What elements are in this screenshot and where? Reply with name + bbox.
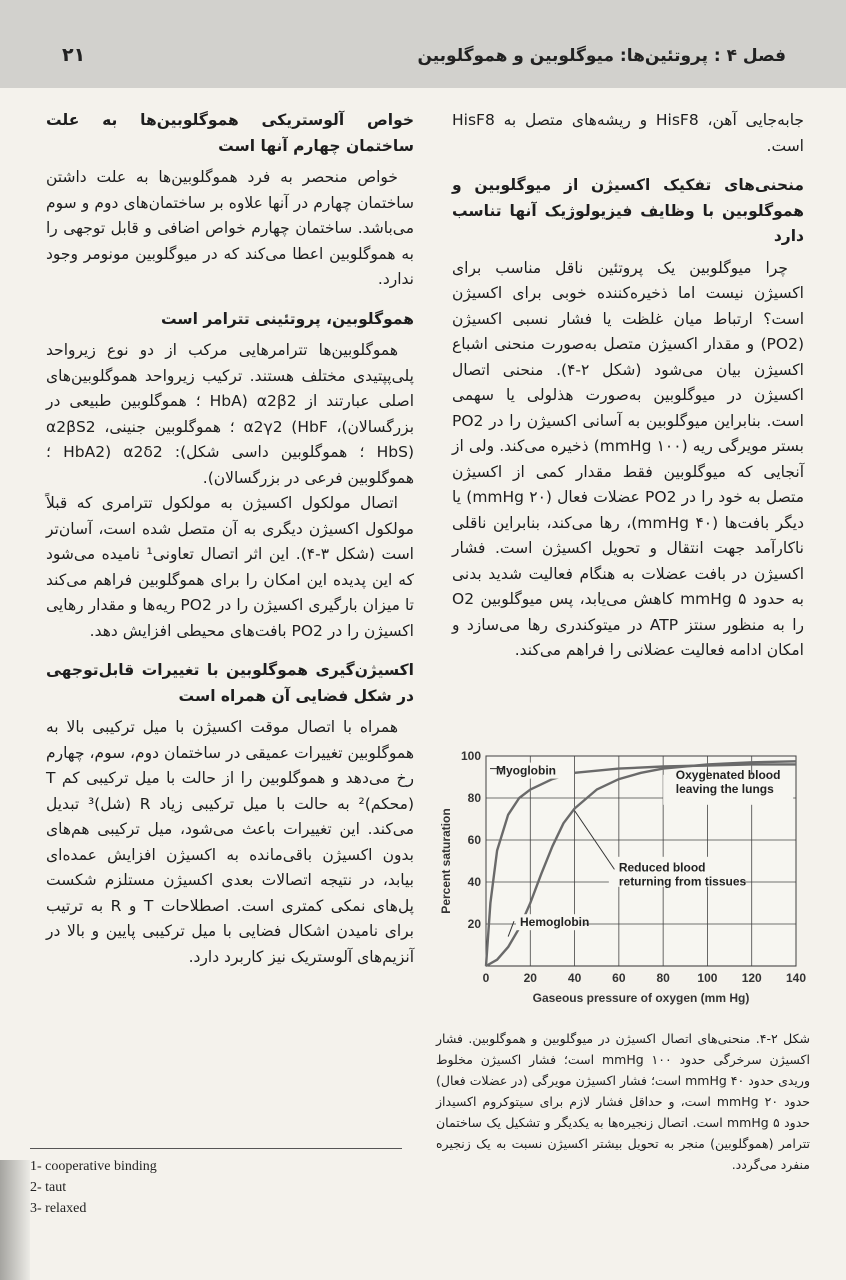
x-tick-label: 140 bbox=[785, 971, 807, 985]
footnote-3: 3- relaxed bbox=[30, 1201, 87, 1216]
footnotes bbox=[30, 1156, 157, 1219]
chapter-title: فصل ۴ : پروتئین‌ها: میوگلوبین و هموگلوبین bbox=[417, 46, 786, 66]
x-axis-label: Gaseous pressure of oxygen (mm Hg) bbox=[532, 991, 750, 1005]
section-body-conformation: همراه با اتصال موقت اکسیژن با میل ترکیبی بالا به هموگلوبین تغییرات عمیقی در ساختمان دوم، سوم، چهارم رخ می‌دهد و هموگلوبین را از حالت با میل ترکیبی کم T (محکم)² به حالت با میل ترکیبی زیاد R (شل)³ تبدیل می‌کند. این تغییرات باعث می‌شود، میل ترکیبی هم‌های بدون اکسیژن باقی‌مانده به اکسیژن افزایش عمده‌ای بیابد، در نتیجه اتصالات بعدی اکسیژن مستلزم شکست پل‌های نمکی کمتری است. اصطلاحات T و R به ترتیب برای نامیدن اشکال فضایی با میل ترکیبی پایین و بالا در آنزیم‌های آلوستریک نیز کاربرد دارد. bbox=[46, 718, 415, 966]
x-tick-label: 120 bbox=[741, 971, 762, 985]
chart-svg bbox=[436, 744, 816, 1016]
section-body-dissociation: چرا میوگلوبین یک پروتئین ناقل مناسب برای اکسیژن نیست اما ذخیره‌کننده خوبی برای اکسیژن است؟ ارتباط میان غلظت یا فشار نسبی اکسیژن (PO2) و مقدار اکسیژن متصل به‌صورت منحنی اشباع اکسیژن بیان می‌شود (شکل ۲-۴). منحنی اتصال اکسیژن در میوگلوبین به‌صورت هذلولی یا سهمی است. بنابراین میوگلوبین به آسانی اکسیژن را در PO2 بستر مویرگی ریه (۱۰۰ mmHg) ذخیره می‌کند. ولی از آنجایی که میوگلوبین فقط مقدار کمی از اکسیژن متصل به خود را در PO2 عضلات فعال (۲۰ mmHg) یا دیگر بافت‌ها (۴۰ mmHg)، رها می‌کند، بنابراین ناقلی ناکارآمد جهت انتقال و تحویل اکسیژن است. فشار اکسیژن در بافت عضلات به هنگام فعالیت شدید بدنی به حدود ۵ mmHg کاهش می‌یابد، پس میوگلوبین O2 را به منظور سنتز ATP در میتوکندری رها می‌سازد و امکان ادامه فعالیت عضلانی را فراهم می‌کند. bbox=[452, 258, 805, 659]
left-column bbox=[46, 108, 414, 970]
figure-caption: شکل ۲-۴. منحنی‌های اتصال اکسیژن در میوگلوبین و هموگلوبین. فشار اکسیژن سرخرگی حدود ۱۰۰ mmHg است؛ فشار اکسیژن مخلوط وریدی حدود ۴۰ mmHg است؛ فشار اکسیژن مویرگی (در عضلات فعال) حدود ۲۰ mmHg است، و حداقل فشار لازم برای سیتوکروم اکسیداز حدود ۵ mmHg است. اتصال زنجیره‌ها به یکدیگر و تشکیل یک ساختمان تترامر (هموگلوبین) منجر به تحویل بیشتر اکسیژن نسبت به یک زنجیره منفرد می‌گردد. bbox=[436, 1031, 810, 1172]
x-tick-label: 40 bbox=[567, 971, 582, 985]
section-title-allosteric: خواص آلوستریکی هموگلوبین‌ها به علت ساختمان چهارم آنها است bbox=[46, 111, 414, 155]
section-body-tetramer-1: هموگلوبین‌ها تترامرهایی مرکب از دو نوع زیرواحد پلی‌پپتیدی مختلف هستند. ترکیب زیرواحد هموگلوبین‌های اصلی عبارتند از α2β2 (HbA ؛ هموگلوبین طبیعی در بزرگسالان)، α2γ2 (HbF ؛ هموگلوبین جنینی، α2βS2 (HbS ؛ هموگلوبین داسی شکل): α2δ2 (HbA2 ؛ هموگلوبین فرعی در بزرگسالان). bbox=[46, 341, 415, 487]
section-title-tetramer: هموگلوبین، پروتئینی تترامر است bbox=[161, 309, 414, 328]
y-tick-label: 40 bbox=[467, 875, 481, 889]
y-tick-label: 80 bbox=[467, 791, 481, 805]
intro-line: جابه‌جایی آهن، HisF8 و ریشه‌های متصل به HisF8 است. bbox=[452, 111, 804, 155]
right-column bbox=[452, 108, 804, 664]
page-header bbox=[0, 0, 846, 88]
x-tick-label: 100 bbox=[697, 971, 718, 985]
oxygen-binding-chart bbox=[436, 744, 816, 1016]
section-body-allosteric: خواص منحصر به فرد هموگلوبین‌ها به علت داشتن ساختمان چهارم در آنها علاوه بر ساختمان‌های دوم و سوم می‌باشد. ساختمان چهارم خواص اضافی و قابل توجهی را به هموگلوبین اعطا می‌کند که در میوگلوبین مونومر وجود ندارد. bbox=[46, 168, 414, 288]
footnote-2: 2- taut bbox=[30, 1180, 67, 1195]
x-tick-label: 20 bbox=[523, 971, 537, 985]
annotation-oxygenated-2: leaving the lungs bbox=[675, 782, 774, 797]
series-label-myoglobin: Myoglobin bbox=[496, 763, 556, 778]
footnote-divider bbox=[30, 1148, 402, 1149]
page-number: ۲۱ bbox=[62, 44, 86, 66]
y-tick-label: 20 bbox=[467, 917, 481, 931]
section-title-dissociation: منحنی‌های تفکیک اکسیژن از میوگلوبین و هموگلوبین با وظایف فیزیولوژیک آنها تناسب دارد bbox=[452, 176, 804, 245]
annotation-oxygenated-1: Oxygenated blood bbox=[675, 768, 781, 783]
y-tick-label: 100 bbox=[460, 749, 481, 763]
x-tick-label: 0 bbox=[482, 971, 490, 985]
section-body-tetramer-2: اتصال مولکول اکسیژن به مولکول تترامری که قبلاً مولکول اکسیژن دیگری به آن متصل شده است، آسان‌تر است (شکل ۳-۴). این اثر اتصال تعاونی¹ نامیده می‌شود که این پدیده این امکان را برای هموگلوبین فراهم می‌کند تا میزان بارگیری اکسیژن را در PO2 ریه‌ها و مقدار رهایی اکسیژن را در PO2 بافت‌های محیطی افزایش دهد. bbox=[46, 494, 414, 640]
annotation-reduced-2: returning from tissues bbox=[618, 874, 747, 889]
section-title-conformation: اکسیژن‌گیری هموگلوبین با تغییرات قابل‌توجهی در شکل فضایی آن همراه است bbox=[46, 661, 414, 705]
x-tick-label: 60 bbox=[612, 971, 626, 985]
x-tick-label: 80 bbox=[656, 971, 670, 985]
footnote-1: 1- cooperative binding bbox=[30, 1159, 157, 1174]
annotation-reduced-1: Reduced blood bbox=[618, 860, 706, 875]
page-corner-shadow bbox=[0, 1160, 30, 1280]
series-label-hemoglobin: Hemoglobin bbox=[520, 915, 590, 930]
y-axis-label: Percent saturation bbox=[439, 808, 453, 914]
y-tick-label: 60 bbox=[467, 833, 481, 847]
